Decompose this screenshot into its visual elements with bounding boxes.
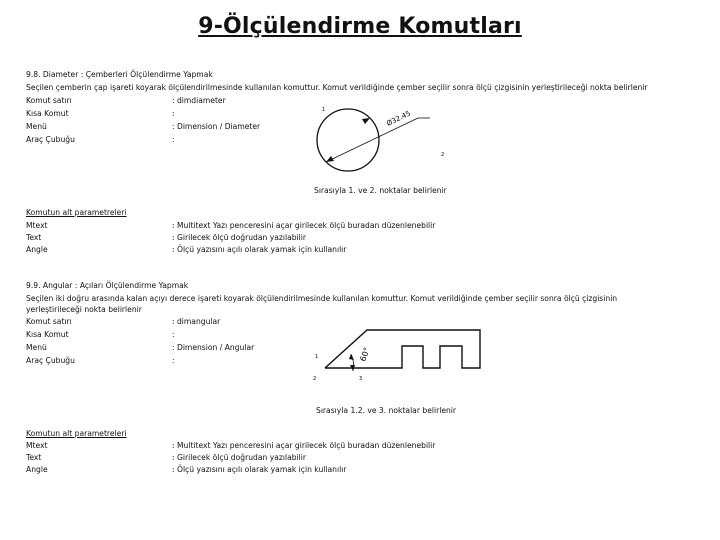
diameter-point2-label: 2 (441, 152, 445, 158)
section2-caption: Sırasıyla 1.2. ve 3. noktalar belirlenir (316, 406, 457, 415)
s1-row-label-short: Kısa Komut (26, 109, 69, 118)
diameter-point1-label: 1 (322, 107, 326, 113)
s1-param-label-mtext: Mtext (26, 221, 48, 230)
angular-figure (305, 320, 485, 392)
s1-row-label-toolbar: Araç Çubuğu (26, 135, 75, 144)
s1-row-value-menu: : Dimension / Diameter (172, 122, 261, 131)
s1-row-label-menu: Menü (26, 122, 47, 131)
s1-row-label-command: Komut satırı (26, 96, 72, 105)
section2-description-line1: Seçilen iki doğru arasında kalan açıyı derece işareti koyarak ölçülendirilmesinde kullanılan komuttur. Komut verildiğinde çember seçilir sonra ölçü çizgisinin (26, 294, 618, 303)
angular-point2-label: 2 (313, 376, 317, 382)
section2-heading: 9.9. Angular : Açıları Ölçülendirme Yapmak (26, 281, 189, 290)
section1-description: Seçilen çemberin çap işareti koyarak ölçülendirilmesinde kullanılan komuttur. Komut verildiğinde çember seçilir sonra ölçü çizgisinin yerleştirileceği nokta belirlenir (26, 83, 648, 92)
s2-param-label-mtext: Mtext (26, 441, 48, 450)
s2-row-value-toolbar: : (172, 356, 175, 365)
s2-param-value-mtext: : Multitext Yazı penceresini açar girilecek ölçü buradan düzenlenebilir (172, 441, 436, 450)
angular-point3-label: 3 (359, 376, 363, 382)
s1-param-label-angle: Angle (26, 245, 48, 254)
s2-row-value-menu: : Dimension / Angular (172, 343, 255, 352)
section2-description-line2: yerleştirileceği nokta belirlenir (26, 305, 142, 314)
s1-param-value-angle: : Ölçü yazısını açılı olarak yamak için kullanılır (172, 245, 347, 254)
diameter-dim-text: Ø32.45 (385, 109, 412, 128)
diameter-leader-line (326, 118, 418, 162)
page-title: 9-Ölçülendirme Komutları (198, 14, 522, 39)
s2-param-label-angle: Angle (26, 465, 48, 474)
s1-param-label-text: Text (26, 233, 42, 242)
s2-row-value-command: : dimangular (172, 317, 221, 326)
s2-param-value-text: : Girilecek ölçü doğrudan yazılabilir (172, 453, 306, 462)
diameter-arrow-top (362, 118, 370, 124)
angular-dim-text: 60° (358, 346, 372, 363)
angular-point1-label: 1 (315, 354, 319, 360)
s2-row-label-menu: Menü (26, 343, 47, 352)
s2-row-label-toolbar: Araç Çubuğu (26, 356, 75, 365)
diameter-figure (300, 100, 470, 180)
section1-caption: Sırasıyla 1. ve 2. noktalar belirlenir (314, 186, 447, 195)
s2-param-value-angle: : Ölçü yazısını açılı olarak yamak için kullanılır (172, 465, 347, 474)
section2-params-heading: Komutun alt parametreleri (26, 429, 127, 438)
angular-part-outline (325, 330, 480, 368)
s1-row-value-toolbar: : (172, 135, 175, 144)
s2-row-value-short: : (172, 330, 175, 339)
diameter-arrow-bottom (326, 156, 334, 162)
s1-param-value-mtext: : Multitext Yazı penceresini açar girilecek ölçü buradan düzenlenebilir (172, 221, 436, 230)
s1-row-value-command: : dimdiameter (172, 96, 226, 105)
s2-row-label-short: Kısa Komut (26, 330, 69, 339)
section1-heading: 9.8. Diameter : Çemberleri Ölçülendirme Yapmak (26, 70, 213, 79)
s1-param-value-text: : Girilecek ölçü doğrudan yazılabilir (172, 233, 306, 242)
s1-row-value-short: : (172, 109, 175, 118)
section1-params-heading: Komutun alt parametreleri (26, 208, 127, 217)
s2-param-label-text: Text (26, 453, 42, 462)
s2-row-label-command: Komut satırı (26, 317, 72, 326)
